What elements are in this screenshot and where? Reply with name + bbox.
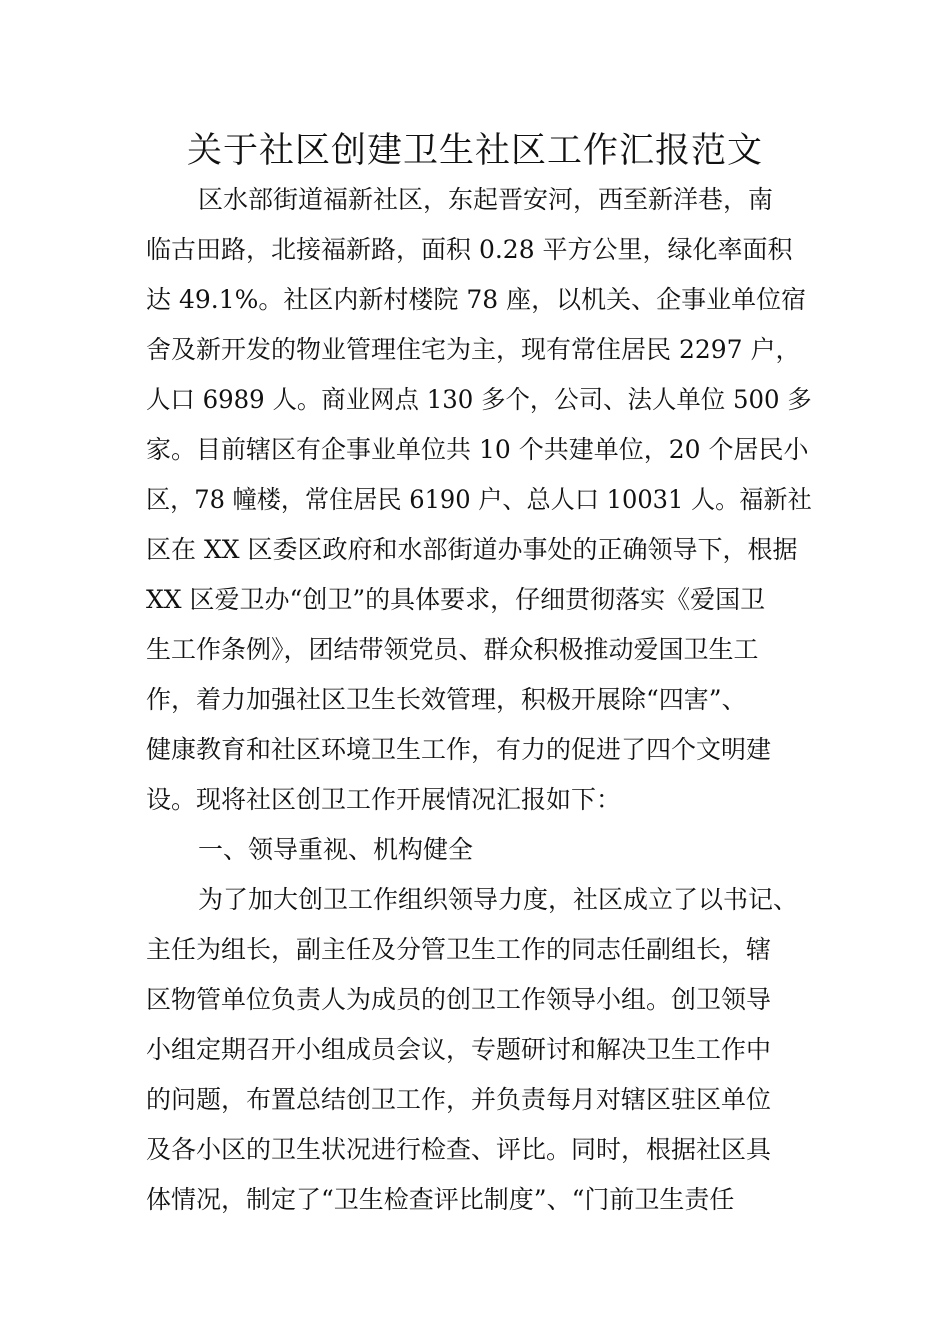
paragraph-line: 生工作条例》，团结带领党员、群众积极推动爱国卫生工 <box>146 635 759 664</box>
paragraph-line: 人口 6989 人。商业网点 130 多个，公司、法人单位 500 多 <box>146 385 812 414</box>
paragraph-line: 区，78 幢楼，常住居民 6190 户、总人口 10031 人。福新社 <box>146 485 812 514</box>
paragraph-line: 家。目前辖区有企事业单位共 10 个共建单位，20 个居民小 <box>146 435 809 464</box>
paragraph-line: 区在 XX 区委区政府和水部街道办事处的正确领导下，根据 <box>146 535 798 564</box>
paragraph-line: 的问题，布置总结创卫工作，并负责每月对辖区驻区单位 <box>146 1085 772 1114</box>
paragraph-line: 健康教育和社区环境卫生工作，有力的促进了四个文明建 <box>146 735 772 764</box>
paragraph-line: 作，着力加强社区卫生长效管理，积极开展除“四害”、 <box>146 685 747 714</box>
paragraph-line: 区水部街道福新社区，东起晋安河，西至新洋巷，南 <box>198 185 774 214</box>
paragraph-line: 主任为组长，副主任及分管卫生工作的同志任副组长，辖 <box>146 935 772 964</box>
paragraph-line: 设。现将社区创卫工作开展情况汇报如下： <box>146 785 622 814</box>
paragraph-line: 及各小区的卫生状况进行检查、评比。同时，根据社区具 <box>146 1135 772 1164</box>
document-title: 关于社区创建卫生社区工作汇报范文 <box>186 131 763 171</box>
paragraph-line: 达 49.1%。社区内新村楼院 78 座，以机关、企事业单位宿 <box>146 285 807 314</box>
paragraph-line: 区物管单位负责人为成员的创卫工作领导小组。创卫领导 <box>146 985 772 1014</box>
paragraph-line: 体情况，制定了“卫生检查评比制度”、“门前卫生责任 <box>146 1185 735 1214</box>
paragraph-line: 舍及新开发的物业管理住宅为主，现有常住居民 2297 户， <box>146 335 801 364</box>
paragraph-line: 临古田路，北接福新路，面积 0.28 平方公里，绿化率面积 <box>146 235 793 264</box>
paragraph-line: 小组定期召开小组成员会议，专题研讨和解决卫生工作中 <box>146 1035 772 1064</box>
paragraph-line: 为了加大创卫工作组织领导力度，社区成立了以书记、 <box>198 885 799 914</box>
section-heading: 一、领导重视、机构健全 <box>198 835 474 864</box>
paragraph-line: XX 区爱卫办“创卫”的具体要求，仔细贯彻落实《爱国卫 <box>146 585 766 614</box>
